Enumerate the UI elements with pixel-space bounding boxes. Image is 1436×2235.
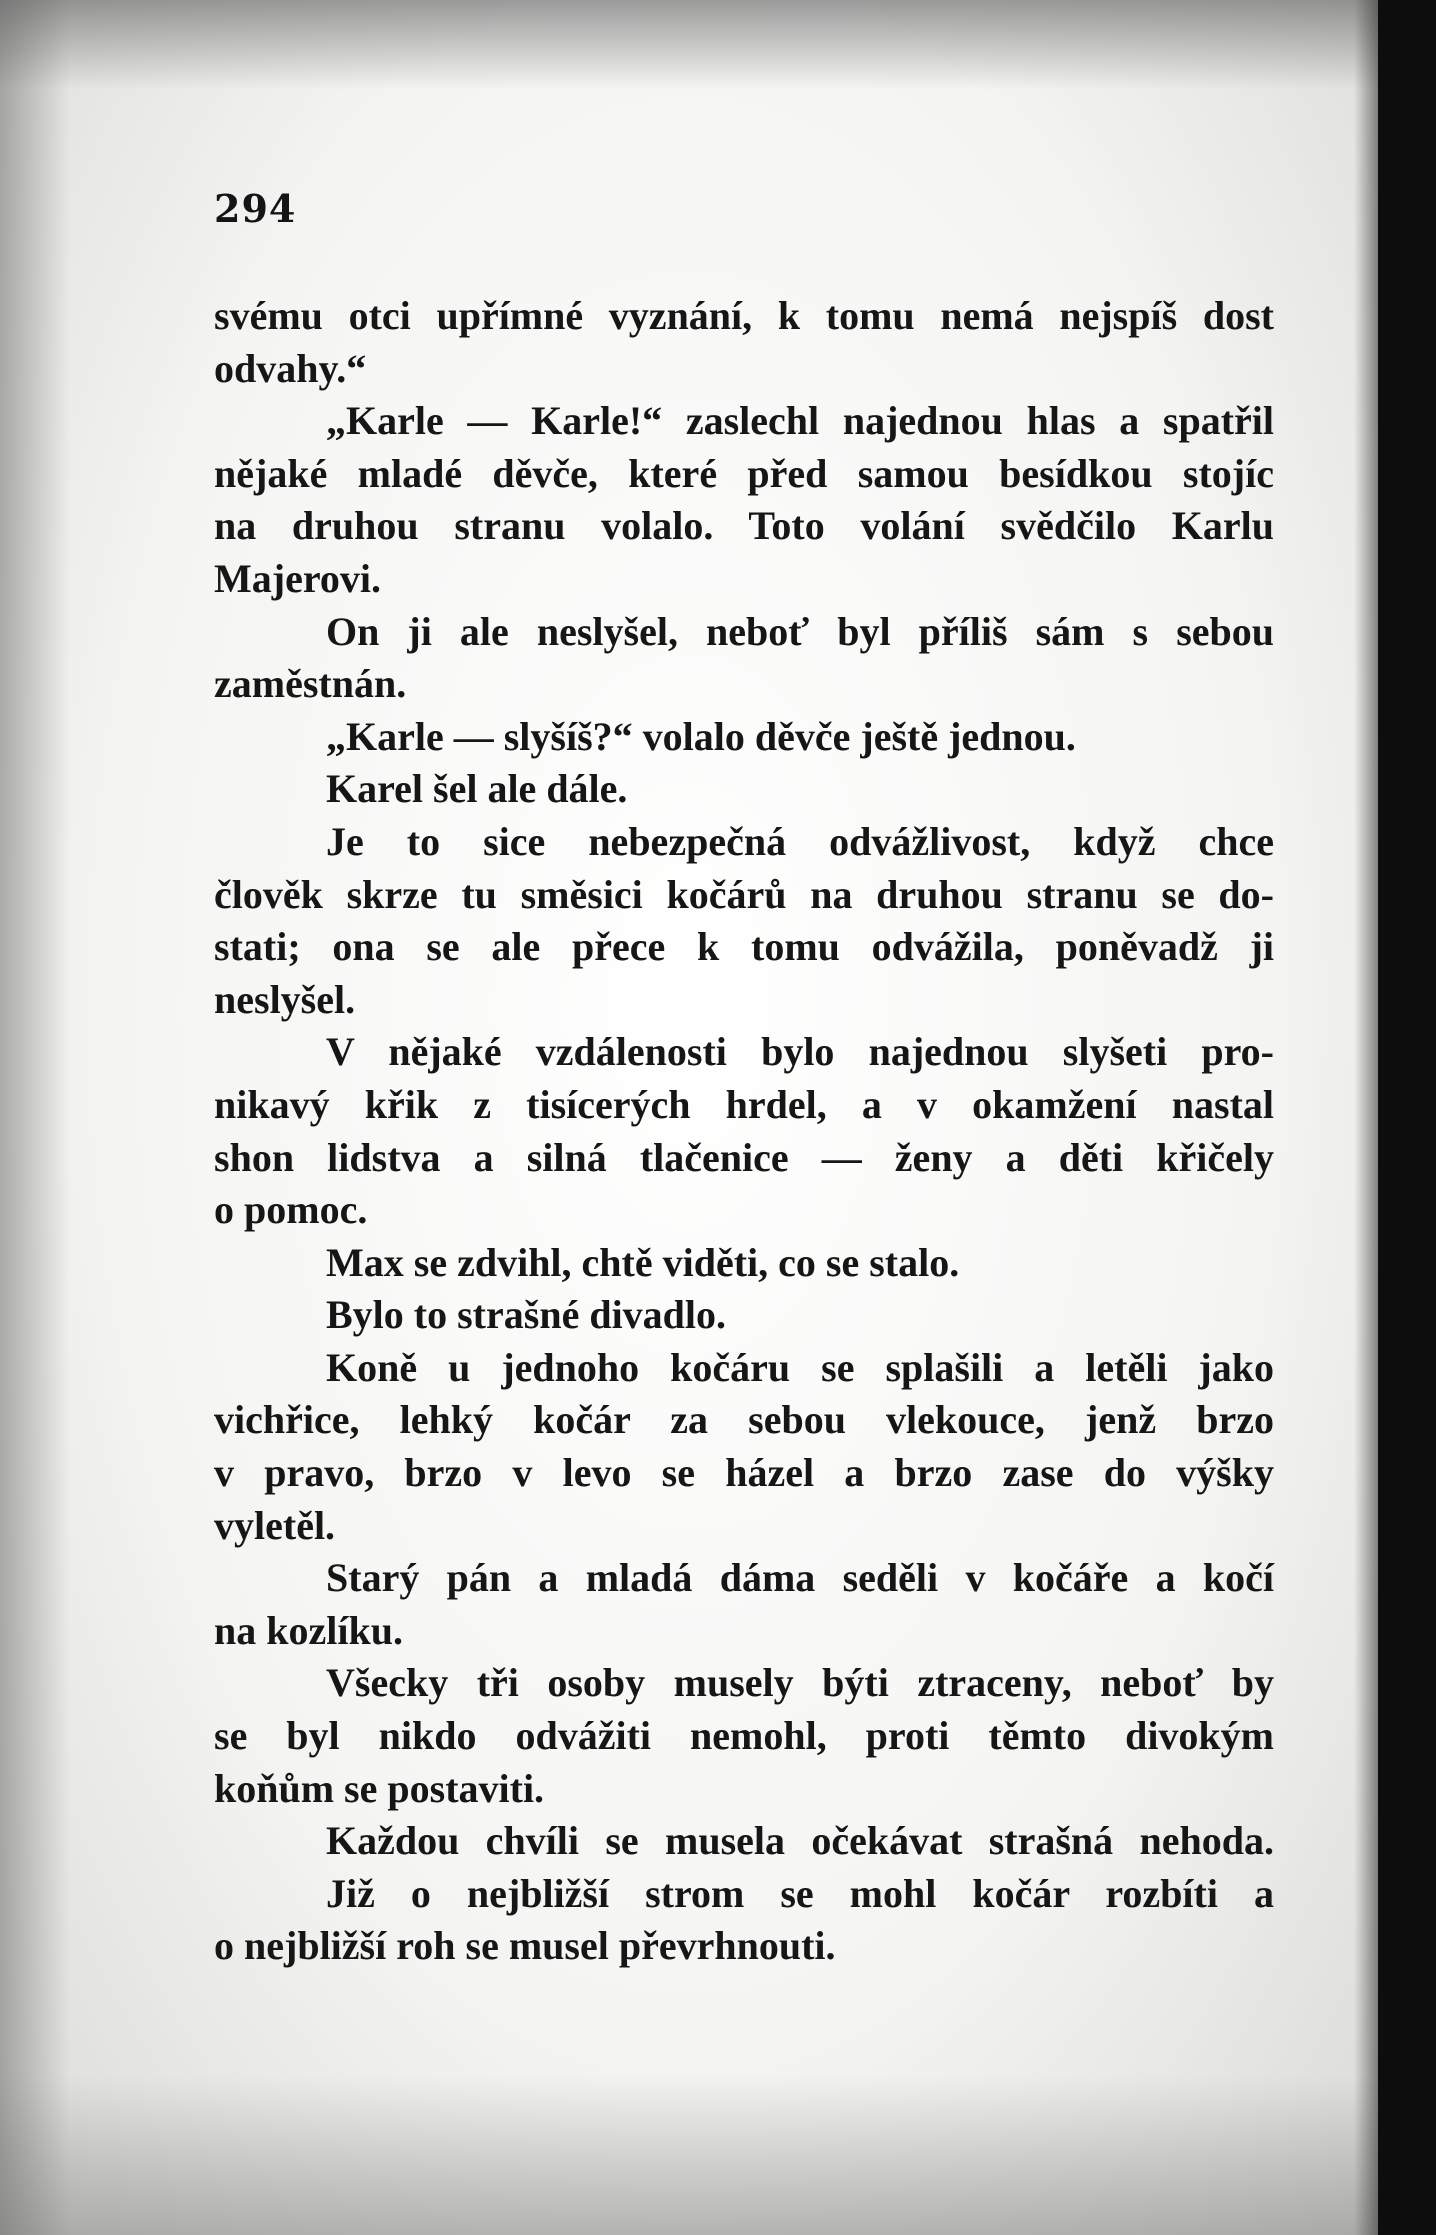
text-line: „Karle — Karle!“ zaslechl najednou hlas a spatřil [326, 398, 1274, 444]
text-line: „Karle — slyšíš?“ volalo děvče ještě jednou. [326, 713, 1076, 759]
text-line: odvahy.“ [214, 345, 367, 391]
page-shadow-right [1354, 0, 1378, 2235]
text-line: Bylo to strašné divadlo. [326, 1292, 727, 1338]
page-shadow-bottom [0, 2075, 1378, 2235]
text-line: Již o nejbližší strom se mohl kočár rozbíti a [326, 1870, 1274, 1916]
text-line: se byl nikdo odvážiti nemohl, proti těmto divokým [214, 1713, 1274, 1759]
text-line: Koně u jednoho kočáru se splašili a letěli jako [326, 1344, 1274, 1390]
text-line: stati; ona se ale přece k tomu odvážila, poněvadž ji [214, 924, 1274, 970]
text-line: koňům se postaviti. [214, 1765, 545, 1811]
text-line: nikavý křik z tisícerých hrdel, a v okamžení nastal [214, 1081, 1274, 1127]
text-line: zaměstnán. [214, 661, 407, 707]
text-line: o nejbližší roh se musel převrhnouti. [214, 1923, 836, 1969]
page-shadow-top [0, 0, 1378, 90]
text-line: Majerovi. [214, 555, 381, 601]
text-line: Max se zdvihl, chtě viděti, co se stalo. [326, 1239, 960, 1285]
text-line: V nějaké vzdálenosti bylo najednou slyšeti pro- [326, 1029, 1274, 1075]
text-line: Starý pán a mladá dáma seděli v kočáře a kočí [326, 1555, 1274, 1601]
page-number: 294 [214, 186, 297, 231]
text-line: vyletěl. [214, 1502, 336, 1548]
text-line: neslyšel. [214, 976, 356, 1022]
text-line: Každou chvíli se musela očekávat strašná nehoda. [326, 1818, 1274, 1864]
text-line: Všecky tři osoby musely býti ztraceny, neboť by [326, 1660, 1274, 1706]
text-line: na kozlíku. [214, 1607, 403, 1653]
page-shadow-left [0, 0, 70, 2235]
text-line: shon lidstva a silná tlačenice — ženy a děti křičely [214, 1134, 1274, 1180]
text-line: nějaké mladé děvče, které před samou besídkou stojíc [214, 450, 1274, 496]
book-spine [1378, 0, 1436, 2235]
page-text [214, 290, 1274, 1973]
text-line: člověk skrze tu směsici kočárů na druhou stranu se do- [214, 871, 1274, 917]
text-line: On ji ale neslyšel, neboť byl příliš sám s sebou [326, 608, 1274, 654]
text-line: svému otci upřímné vyznání, k tomu nemá nejspíš dost [214, 293, 1274, 338]
text-line: o pomoc. [214, 1187, 368, 1233]
text-line: na druhou stranu volalo. Toto volání svědčilo Karlu [214, 503, 1274, 549]
text-line: Karel šel ale dále. [326, 766, 628, 812]
text-line: Je to sice nebezpečná odvážlivost, když chce [326, 818, 1274, 864]
text-line: v pravo, brzo v levo se házel a brzo zase do výšky [214, 1450, 1274, 1496]
text-line: vichřice, lehký kočár za sebou vlekouce, jenž brzo [214, 1397, 1274, 1443]
